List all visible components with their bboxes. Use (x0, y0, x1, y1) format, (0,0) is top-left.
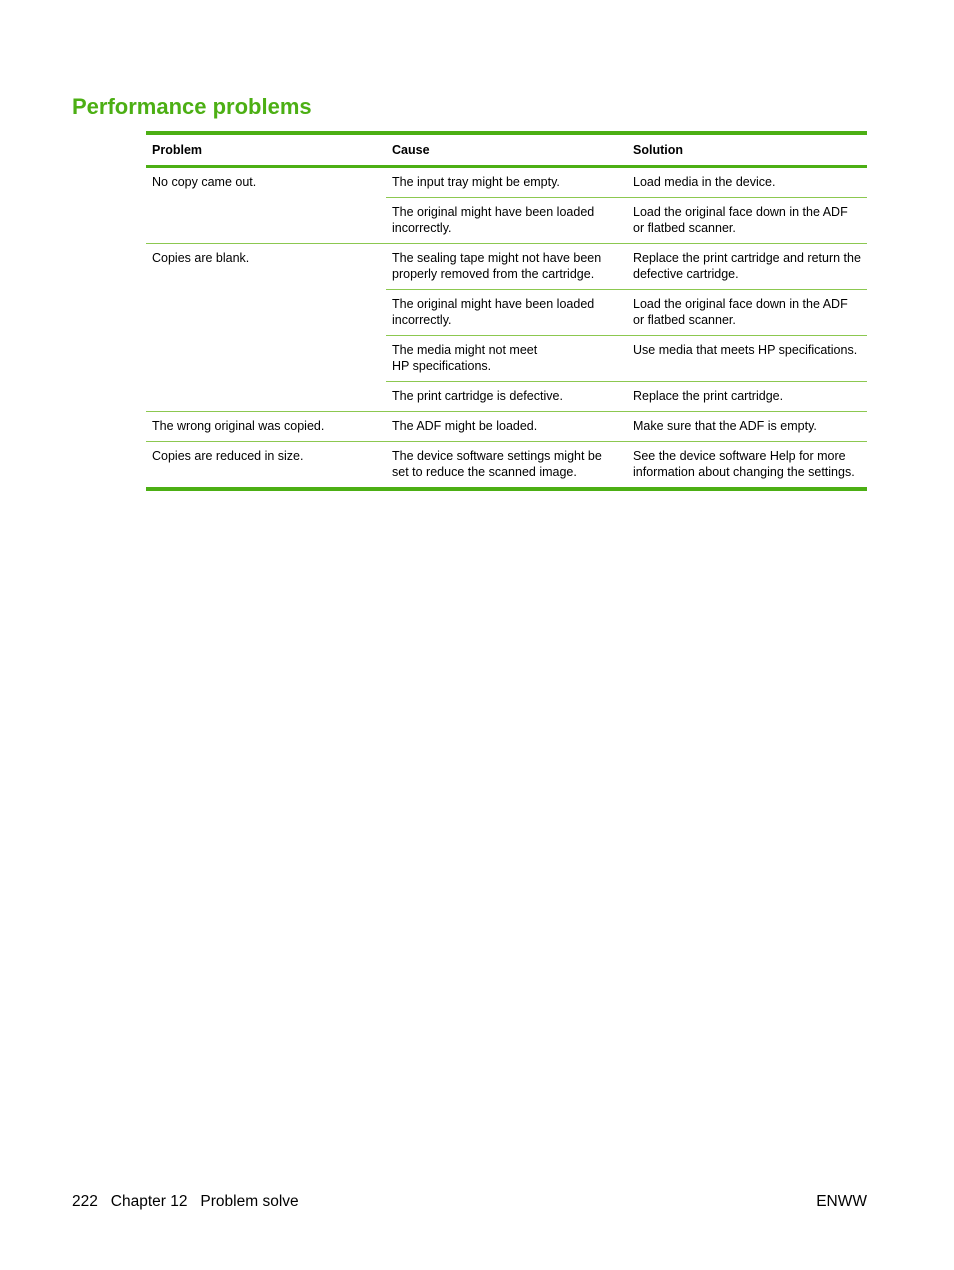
solution-cell (627, 336, 867, 382)
solution-cell (627, 198, 867, 244)
solution-cell (627, 167, 867, 198)
cause-cell (386, 442, 627, 488)
page-number: 222 (72, 1193, 98, 1210)
problem-cell: The wrong original was copied. (146, 412, 386, 442)
footer-locale: ENWW (816, 1193, 867, 1210)
cause-cell (386, 382, 627, 412)
solution-cell (627, 244, 867, 290)
chapter-title: Problem solve (200, 1193, 299, 1210)
cause-cell-line: The media might not meet (392, 343, 538, 357)
performance-problems-table-frame (146, 131, 867, 491)
header-problem: Problem (146, 135, 386, 167)
solution-cell-line: defective cartridge. (633, 267, 739, 281)
solution-cell-line: Replace the print cartridge and return the (633, 251, 861, 265)
solution-cell-line: Make sure that the ADF is empty. (633, 419, 817, 433)
solution-cell-line: Load the original face down in the ADF (633, 205, 848, 219)
header-cause: Cause (386, 135, 627, 167)
cause-cell-line: HP specifications. (392, 359, 492, 373)
header-solution: Solution (627, 135, 867, 167)
cause-cell-line: incorrectly. (392, 221, 452, 235)
problem-cell: Copies are blank. (146, 244, 386, 412)
cause-cell-line: set to reduce the scanned image. (392, 465, 577, 479)
solution-cell (627, 382, 867, 412)
problem-cell: Copies are reduced in size. (152, 449, 304, 463)
cause-cell-line: The sealing tape might not have been (392, 251, 602, 265)
table-row (146, 442, 867, 488)
table-row (146, 167, 867, 198)
solution-cell-line: Replace the print cartridge. (633, 389, 784, 403)
table-row (146, 412, 867, 442)
section-title: Performance problems (72, 94, 312, 119)
cause-cell-line: The original might have been loaded (392, 297, 595, 311)
solution-cell-line: or flatbed scanner. (633, 221, 736, 235)
solution-cell-line: information about changing the settings. (633, 465, 855, 479)
cause-cell (386, 412, 627, 442)
cause-cell-line: incorrectly. (392, 313, 452, 327)
chapter-label: Chapter 12 (110, 1193, 188, 1210)
performance-problems-table (146, 135, 867, 487)
solution-cell-line: See the device software Help for more (633, 449, 846, 463)
table-header-row (146, 135, 867, 167)
solution-cell-line: or flatbed scanner. (633, 313, 736, 327)
cause-cell-line: The ADF might be loaded. (392, 419, 538, 433)
solution-cell-line: Load media in the device. (633, 175, 776, 189)
page-footer-left (72, 1193, 299, 1211)
cause-cell (386, 290, 627, 336)
solution-cell (627, 412, 867, 442)
cause-cell-line: The original might have been loaded (392, 205, 595, 219)
cause-cell (386, 198, 627, 244)
solution-cell (627, 290, 867, 336)
cause-cell (386, 167, 627, 198)
cause-cell (386, 244, 627, 290)
problem-cell: No copy came out. (146, 167, 386, 244)
cause-cell (386, 336, 627, 382)
table-body (146, 167, 867, 488)
cause-cell-line: properly removed from the cartridge. (392, 267, 595, 281)
solution-cell-line: Load the original face down in the ADF (633, 297, 848, 311)
solution-cell-line: Use media that meets HP specifications. (633, 343, 858, 357)
cause-cell-line: The print cartridge is defective. (392, 389, 563, 403)
table-row (146, 244, 867, 290)
solution-cell (627, 442, 867, 488)
cause-cell-line: The device software settings might be (392, 449, 602, 463)
cause-cell-line: The input tray might be empty. (392, 175, 560, 189)
